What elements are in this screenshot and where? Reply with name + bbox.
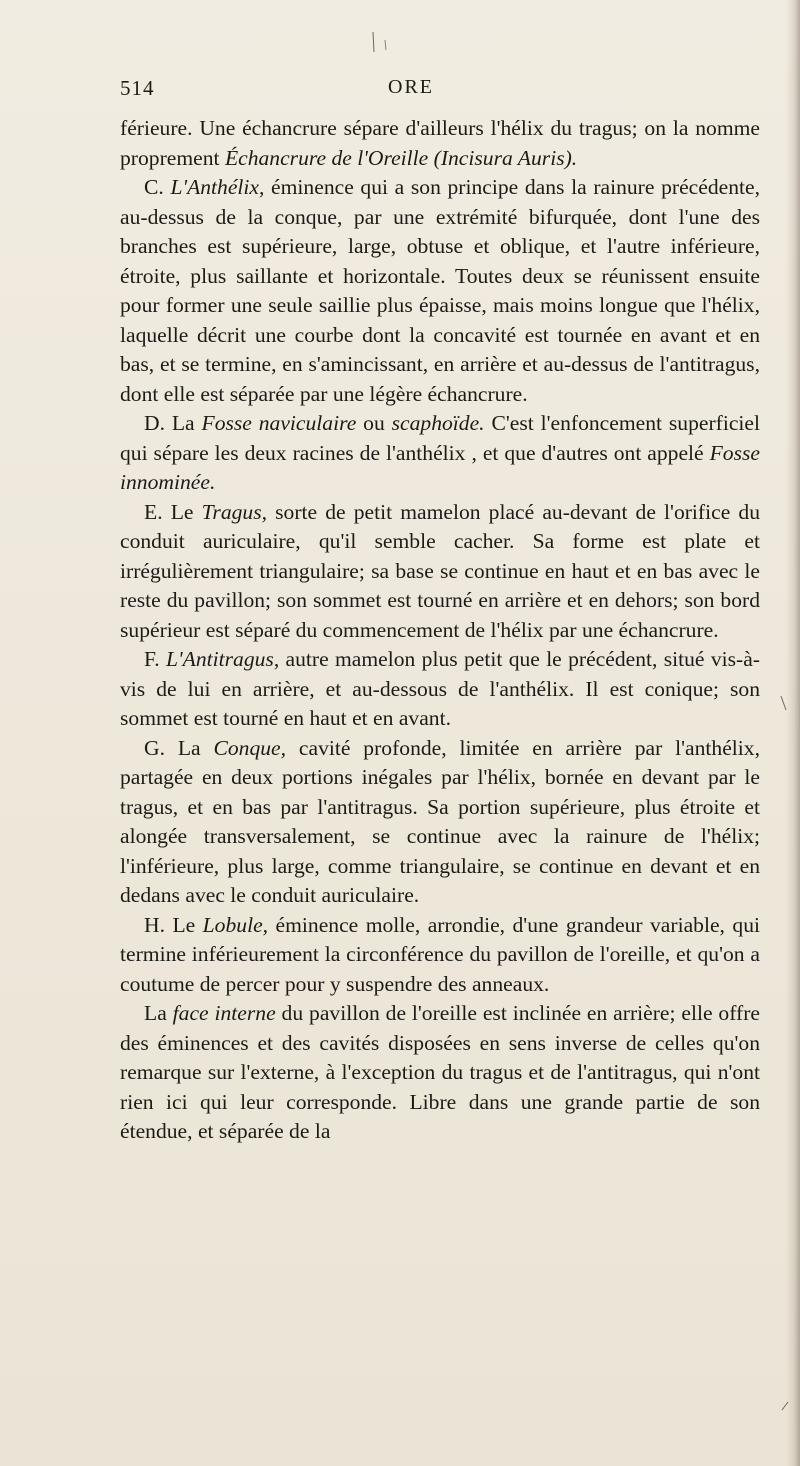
text-run: éminence qui a son principe dans la rainure précédente, au-dessus de la conque, par une extrémité bifurquée, dont l'une des branches est supérieure, large, obtuse et oblique, et l'autre inférieure, étroite, plus saillante et horizontale. Toutes deux se réunissent ensuite pour former une seule saillie plus épaisse, mais moins longue que l'hélix, laquelle décrit une courbe dont la concavité est tournée en avant et en bas, et se termine, en s'amincissant, en arrière et au-dessus de l'antitragus, dont elle est séparée par une légère échancrure. bbox=[120, 175, 760, 406]
paragraph-fosse-naviculaire bbox=[120, 409, 760, 498]
italic-term: L'Antitragus bbox=[166, 647, 274, 671]
text-run: férieure. Une échancrure sépare d'ailleurs l'hélix du tragus; on la nomme proprement bbox=[120, 116, 760, 170]
text-run: ou bbox=[356, 411, 392, 435]
page-edge-shadow bbox=[786, 0, 800, 1466]
text-run: G. La bbox=[144, 735, 214, 760]
paragraph-lobule bbox=[120, 911, 760, 1000]
italic-term: Fosse naviculaire bbox=[201, 411, 357, 435]
running-head: ORE bbox=[388, 76, 434, 98]
italic-term: scaphoïde. bbox=[391, 411, 485, 435]
italic-term: Fosse innominée. bbox=[120, 440, 760, 494]
text-run: sorte de petit mamelon placé au-devant de l'orifice du conduit auriculaire, qu'il semble cacher. Sa forme est plate et irrégulièrement triangulaire; sa base se continue en haut et en bas avec le reste du pavillon; son sommet est tourné en arrière et en dehors; son bord supérieur est séparé du commencement de l'hélix par une échancrure. bbox=[120, 499, 760, 642]
paragraph-antitragus bbox=[120, 645, 760, 734]
paragraph-continuation bbox=[120, 114, 760, 173]
scan-mark-top bbox=[373, 32, 374, 52]
text-run: H. Le bbox=[144, 912, 203, 937]
text-run: du pavillon de l'oreille est inclinée en arrière; elle offre des éminences et des cavités disposées en sens inverse de celles qu'on remarque sur l'externe, à l'exception du tragus et de l'antitragus, qui n'ont rien ici qui leur corresponde. Libre dans une grande partie de son étendue, et séparée de la bbox=[120, 1001, 760, 1143]
italic-term: L'Anthélix, bbox=[170, 175, 265, 199]
italic-term: Lobule, bbox=[202, 912, 269, 937]
paragraph-conque bbox=[120, 734, 760, 911]
italic-term: Conque, bbox=[213, 735, 287, 760]
body-text bbox=[120, 114, 760, 1147]
scan-mark-top-small bbox=[385, 40, 386, 50]
text-run: C. bbox=[144, 175, 171, 199]
italic-term: Échancrure de l'Oreille (Incisura Auris). bbox=[224, 145, 578, 170]
italic-term: face interne bbox=[172, 1001, 276, 1025]
text-run: F. bbox=[144, 647, 166, 671]
text-run: La bbox=[144, 1001, 173, 1025]
text-run: éminence molle, arrondie, d'une grandeur variable, qui termine inférieurement la circonférence du pavillon de l'oreille, et qu'on a coutume de percer pour y suspendre des anneaux. bbox=[120, 912, 760, 996]
text-run: , autre mamelon plus petit que le précédent, situé vis-à-vis de lui en arrière, et au-dessous de l'anthélix. Il est conique; son sommet est tourné en haut et en avant. bbox=[120, 647, 760, 730]
page-number: 514 bbox=[120, 76, 155, 100]
text-run: C'est l'enfoncement superficiel qui sépare les deux racines de l'anthélix , et que d'autres ont appelé bbox=[120, 411, 760, 465]
text-run: E. Le bbox=[144, 499, 202, 524]
paragraph-tragus bbox=[120, 498, 760, 646]
paragraph-anthelix bbox=[120, 173, 760, 409]
italic-term: Tragus, bbox=[201, 499, 268, 524]
page-header bbox=[120, 76, 740, 108]
paragraph-face-interne bbox=[120, 999, 760, 1147]
text-run: cavité profonde, limitée en arrière par l'anthélix, partagée en deux portions inégales par l'hélix, bornée en devant par le tragus, et en bas par l'antitragus. Sa portion supérieure, plus étroite et alongée transversalement, se continue avec la rainure de l'hélix; l'inférieure, plus large, comme triangulaire, se continue en devant et en dedans avec le conduit auriculaire. bbox=[120, 735, 760, 907]
text-run: D. La bbox=[144, 411, 202, 435]
